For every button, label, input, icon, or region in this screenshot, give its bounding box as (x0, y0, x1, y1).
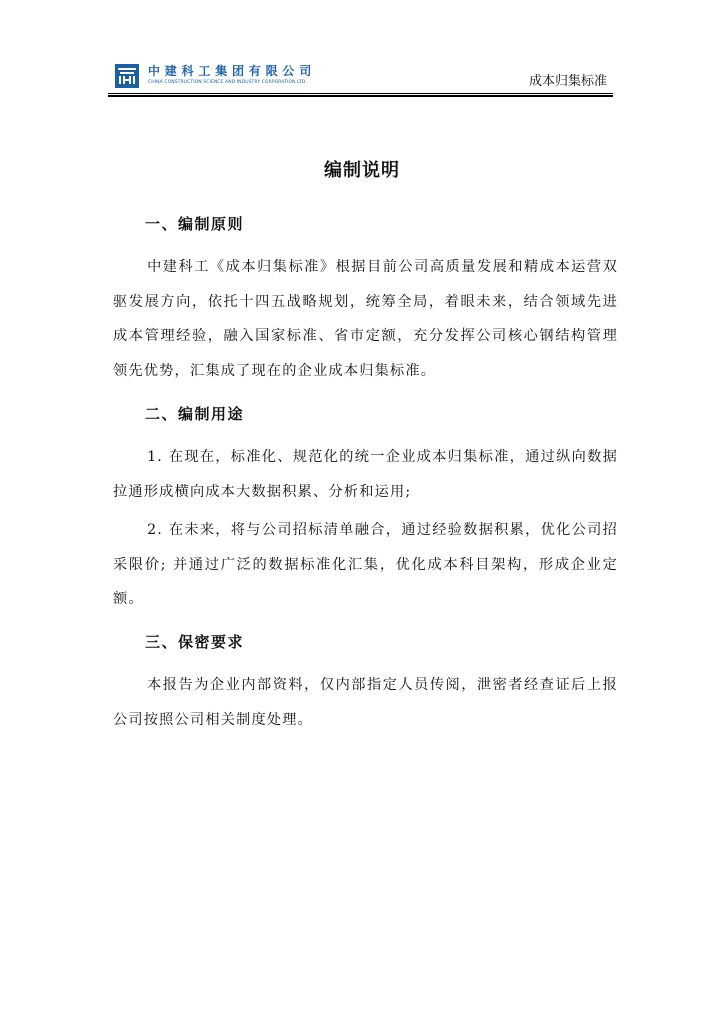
paragraph-confidentiality: 本报告为企业内部资料，仅内部指定人员传阅，泄密者经查证后上报公司按照公司相关制度处理。 (113, 677, 618, 728)
paragraph-use-2: 2. 在未来，将与公司招标清单融合，通过经验数据积累，优化公司招采限价; 并通过广泛的数据标准化汇集，优化成本科目架构，形成企业定额。 (113, 522, 618, 607)
page-header (108, 56, 613, 96)
company-name-en: CHINA CONSTRUCTION SCIENCE AND INDUSTRY CORPORATION LTD. (148, 80, 308, 85)
header-rule-thick (108, 95, 613, 97)
paragraph-principles: 中建科工《成本归集标准》根据目前公司高质量发展和精成本运营双驱发展方向，依托十四五战略规划，统筹全局，着眼未来，结合领域先进成本管理经验，融入国家标准、省市定额，充分发挥公司核心钢结构管理领先优势，汇集成了现在的企业成本归集标准。 (113, 259, 618, 379)
header-rule-thin (108, 93, 613, 94)
header-doc-name: 成本归集标准 (528, 74, 607, 89)
company-name-cn: 中建科工集团有限公司 (148, 64, 317, 78)
section-heading-confidentiality: 三、保密要求 (145, 633, 245, 651)
section-heading-uses: 二、编制用途 (145, 405, 245, 423)
section-heading-principles: 一、编制原则 (145, 215, 245, 233)
china-construction-logo-icon (115, 64, 139, 88)
document-title: 编制说明 (324, 160, 400, 181)
paragraph-use-1: 1. 在现在，标准化、规范化的统一企业成本归集标准，通过纵向数据拉通形成横向成本大数据积累、分析和运用; (113, 449, 618, 500)
